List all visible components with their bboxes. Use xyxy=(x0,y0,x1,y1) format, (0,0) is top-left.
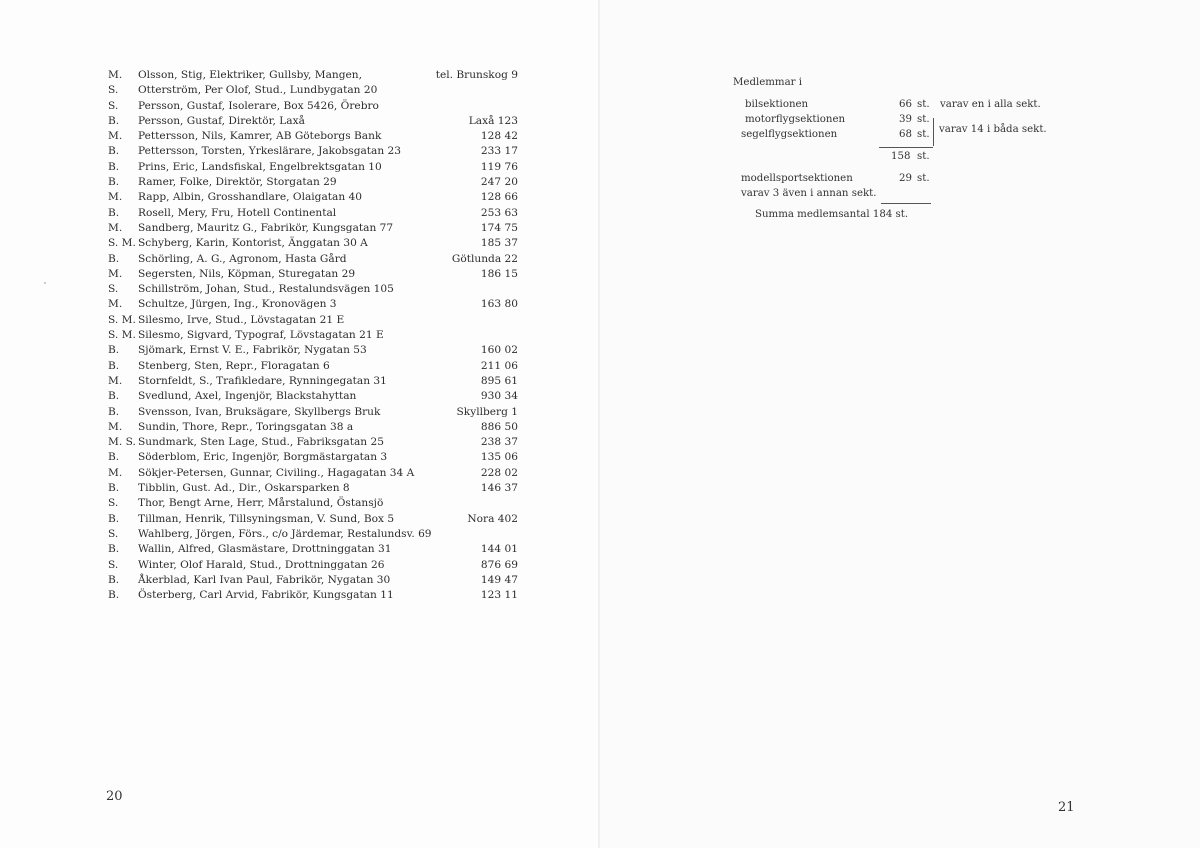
right-page xyxy=(600,0,1200,848)
member-section: M. xyxy=(108,420,123,433)
member-section: B. xyxy=(108,344,120,357)
member-name-address: Stenberg, Sten, Repr., Floragatan 6 xyxy=(138,359,330,372)
member-name-address: Otterström, Per Olof, Stud., Lundbygatan 20 xyxy=(138,84,378,97)
member-section: S. xyxy=(108,84,119,97)
member-phone: 233 17 xyxy=(480,145,518,158)
member-section: B. xyxy=(108,359,120,372)
member-row xyxy=(108,83,518,98)
member-row xyxy=(108,420,518,435)
member-name-address: Wahlberg, Jörgen, Förs., c/o Järdemar, Restalundsv. 69 xyxy=(138,527,432,540)
member-section: B. xyxy=(108,160,120,173)
member-name-address: Olsson, Stig, Elektriker, Gullsby, Mangen, xyxy=(138,69,362,81)
member-name-address: Sundin, Thore, Repr., Toringsgatan 38 a xyxy=(138,420,354,433)
member-row xyxy=(108,359,518,374)
member-section: M. xyxy=(108,374,123,387)
total-rule xyxy=(881,203,931,204)
member-section: S. M. xyxy=(108,329,136,342)
member-row xyxy=(108,405,518,420)
segel-label: segelflygsektionen xyxy=(741,129,838,140)
member-section: B. xyxy=(108,451,120,464)
member-section: M. xyxy=(108,466,123,479)
model-unit: st. xyxy=(917,173,930,184)
model-note: varav 3 även i annan sekt. xyxy=(741,188,877,199)
member-section: B. xyxy=(108,405,120,418)
member-name-address: Österberg, Carl Arvid, Fabrikör, Kungsgatan 11 xyxy=(138,589,394,602)
member-row xyxy=(108,267,518,282)
member-row xyxy=(108,573,518,588)
member-section: B. xyxy=(108,176,120,189)
stats-heading: Medlemmar i xyxy=(733,77,803,88)
motor-value: 39 xyxy=(899,114,912,125)
member-section: M. xyxy=(108,221,123,234)
member-name-address: Rosell, Mery, Fru, Hotell Continental xyxy=(138,206,337,219)
member-section: B. xyxy=(108,512,120,525)
member-row xyxy=(108,297,518,312)
subtotal-value: 158 xyxy=(891,151,911,162)
member-name-address: Stornfeldt, S., Trafikledare, Rynningegatan 31 xyxy=(138,374,387,387)
member-phone: Skyllberg 1 xyxy=(456,405,518,418)
member-phone: 211 06 xyxy=(480,359,518,372)
member-name-address: Svedlund, Axel, Ingenjör, Blackstahyttan xyxy=(138,390,357,403)
member-row xyxy=(108,206,518,221)
member-name-address: Schyberg, Karin, Kontorist, Änggatan 30 A xyxy=(138,237,368,250)
member-section: B. xyxy=(108,573,120,586)
member-section: M. xyxy=(108,69,123,81)
member-row xyxy=(108,236,518,251)
page-number-left: 20 xyxy=(106,789,123,804)
member-phone: 146 37 xyxy=(480,482,518,495)
member-row xyxy=(108,389,518,404)
member-row xyxy=(108,221,518,236)
member-row xyxy=(108,542,518,557)
member-section: B. xyxy=(108,543,120,556)
member-phone: Nora 402 xyxy=(467,512,518,525)
member-phone: tel. Brunskog 9 xyxy=(435,69,518,81)
member-section: B. xyxy=(108,390,120,403)
member-row xyxy=(108,343,518,358)
total-summary: Summa medlemsantal 184 st. xyxy=(755,209,909,220)
member-phone: 128 42 xyxy=(480,130,518,143)
bracket-note: varav 14 i båda sekt. xyxy=(939,124,1047,135)
member-name-address: Ramer, Folke, Direktör, Storgatan 29 xyxy=(138,176,337,189)
member-name-address: Svensson, Ivan, Bruksägare, Skyllbergs Bruk xyxy=(138,405,381,418)
member-section: M. xyxy=(108,130,123,143)
member-row xyxy=(108,328,518,343)
motor-unit: st. xyxy=(917,114,930,125)
member-row xyxy=(108,496,518,511)
member-phone: 876 69 xyxy=(480,558,518,571)
bil-unit: st. xyxy=(917,99,930,110)
member-name-address: Winter, Olof Harald, Stud., Drottninggatan 26 xyxy=(138,558,385,571)
member-row xyxy=(108,282,518,297)
member-row xyxy=(108,466,518,481)
member-row xyxy=(108,160,518,175)
member-phone: 185 37 xyxy=(480,237,518,250)
member-row xyxy=(108,374,518,389)
member-section: B. xyxy=(108,145,120,158)
member-section: B. xyxy=(108,206,120,219)
member-row xyxy=(108,481,518,496)
member-phone: 119 76 xyxy=(480,160,518,173)
member-section: S. xyxy=(108,527,119,540)
member-name-address: Sjömark, Ernst V. E., Fabrikör, Nygatan 53 xyxy=(138,344,367,357)
member-name-address: Silesmo, Sigvard, Typograf, Lövstagatan 21 E xyxy=(138,329,384,342)
member-name-address: Rapp, Albin, Grosshandlare, Olaigatan 40 xyxy=(138,191,363,204)
member-phone: 186 15 xyxy=(480,267,518,280)
member-row xyxy=(108,313,518,328)
member-row xyxy=(108,129,518,144)
member-row xyxy=(108,190,518,205)
member-section: M. xyxy=(108,191,123,204)
member-phone: 886 50 xyxy=(480,420,518,433)
member-name-address: Schillström, Johan, Stud., Restalundsvägen 105 xyxy=(138,283,394,296)
member-name-address: Persson, Gustaf, Isolerare, Box 5426, Örebro xyxy=(138,99,379,112)
member-phone: 128 66 xyxy=(480,191,518,204)
member-phone: 174 75 xyxy=(480,221,518,234)
member-row xyxy=(108,558,518,573)
member-row xyxy=(108,252,518,267)
subtotal-unit: st. xyxy=(917,151,930,162)
member-section: M. S. xyxy=(108,436,136,449)
member-phone: 238 37 xyxy=(480,436,518,449)
member-phone: 895 61 xyxy=(480,374,518,387)
segel-value: 68 xyxy=(899,129,912,140)
member-section: S. xyxy=(108,99,119,112)
member-name-address: Pettersson, Torsten, Yrkeslärare, Jakobsgatan 23 xyxy=(138,145,402,158)
member-phone: 144 01 xyxy=(480,543,518,556)
member-name-address: Silesmo, Irve, Stud., Lövstagatan 21 E xyxy=(138,313,345,326)
member-phone: 149 47 xyxy=(480,573,518,586)
member-section: S. M. xyxy=(108,313,136,326)
member-phone: 163 80 xyxy=(480,298,518,311)
member-section: B. xyxy=(108,482,120,495)
member-row xyxy=(108,450,518,465)
member-row xyxy=(108,435,518,450)
member-phone: Götlunda 22 xyxy=(451,252,518,265)
member-name-address: Söderblom, Eric, Ingenjör, Borgmästargatan 3 xyxy=(138,451,388,464)
model-label: modellsportsektionen xyxy=(741,173,853,184)
member-row xyxy=(108,527,518,542)
member-section: M. xyxy=(108,298,123,311)
member-name-address: Segersten, Nils, Köpman, Sturegatan 29 xyxy=(138,267,356,280)
segel-unit: st. xyxy=(917,129,930,140)
member-name-address: Schörling, A. G., Agronom, Hasta Gård xyxy=(138,252,347,265)
bil-value: 66 xyxy=(899,99,912,110)
subtotal-rule xyxy=(879,147,933,148)
member-section: B. xyxy=(108,252,120,265)
member-section: S. xyxy=(108,497,119,510)
member-phone: 930 34 xyxy=(480,390,518,403)
member-phone: 253 63 xyxy=(480,206,518,219)
member-name-address: Tibblin, Gust. Ad., Dir., Oskarsparken 8 xyxy=(138,482,350,495)
model-value: 29 xyxy=(899,173,912,184)
member-name-address: Persson, Gustaf, Direktör, Laxå xyxy=(138,114,305,127)
member-name-address: Sandberg, Mauritz G., Fabrikör, Kungsgatan 77 xyxy=(138,221,394,234)
section-bracket xyxy=(933,118,934,146)
member-row xyxy=(108,512,518,527)
member-row xyxy=(108,588,518,603)
member-list xyxy=(108,68,518,603)
bil-label: bilsektionen xyxy=(745,99,809,110)
bil-note: varav en i alla sekt. xyxy=(940,99,1041,110)
member-row xyxy=(108,114,518,129)
scan-speck xyxy=(44,282,46,284)
member-phone: 160 02 xyxy=(480,344,518,357)
member-name-address: Pettersson, Nils, Kamrer, AB Göteborgs Bank xyxy=(138,130,382,143)
member-name-address: Wallin, Alfred, Glasmästare, Drottninggatan 31 xyxy=(138,543,392,556)
member-row xyxy=(108,144,518,159)
member-section: S. xyxy=(108,283,119,296)
member-row xyxy=(108,99,518,114)
motor-label: motorflygsektionen xyxy=(745,114,846,125)
member-phone: 135 06 xyxy=(480,451,518,464)
member-name-address: Thor, Bengt Arne, Herr, Mårstalund, Östansjö xyxy=(138,497,384,510)
member-name-address: Tillman, Henrik, Tillsyningsman, V. Sund, Box 5 xyxy=(138,512,395,525)
member-phone: 123 11 xyxy=(480,589,518,602)
member-row xyxy=(108,175,518,190)
member-row xyxy=(108,68,518,83)
member-phone: 247 20 xyxy=(480,176,518,189)
member-phone: Laxå 123 xyxy=(468,114,518,127)
member-section: B. xyxy=(108,589,120,602)
member-section: M. xyxy=(108,267,123,280)
member-section: S. xyxy=(108,558,119,571)
member-section: B. xyxy=(108,114,120,127)
member-name-address: Schultze, Jürgen, Ing., Kronovägen 3 xyxy=(138,298,337,311)
member-name-address: Sökjer-Petersen, Gunnar, Civiling., Hagagatan 34 A xyxy=(138,466,415,479)
member-name-address: Sundmark, Sten Lage, Stud., Fabriksgatan 25 xyxy=(138,436,384,449)
member-name-address: Åkerblad, Karl Ivan Paul, Fabrikör, Nygatan 30 xyxy=(138,573,391,586)
member-name-address: Prins, Eric, Landsfiskal, Engelbrektsgatan 10 xyxy=(138,160,382,173)
member-phone: 228 02 xyxy=(480,466,518,479)
page-number-right: 21 xyxy=(1058,800,1075,815)
member-section: S. M. xyxy=(108,237,136,250)
